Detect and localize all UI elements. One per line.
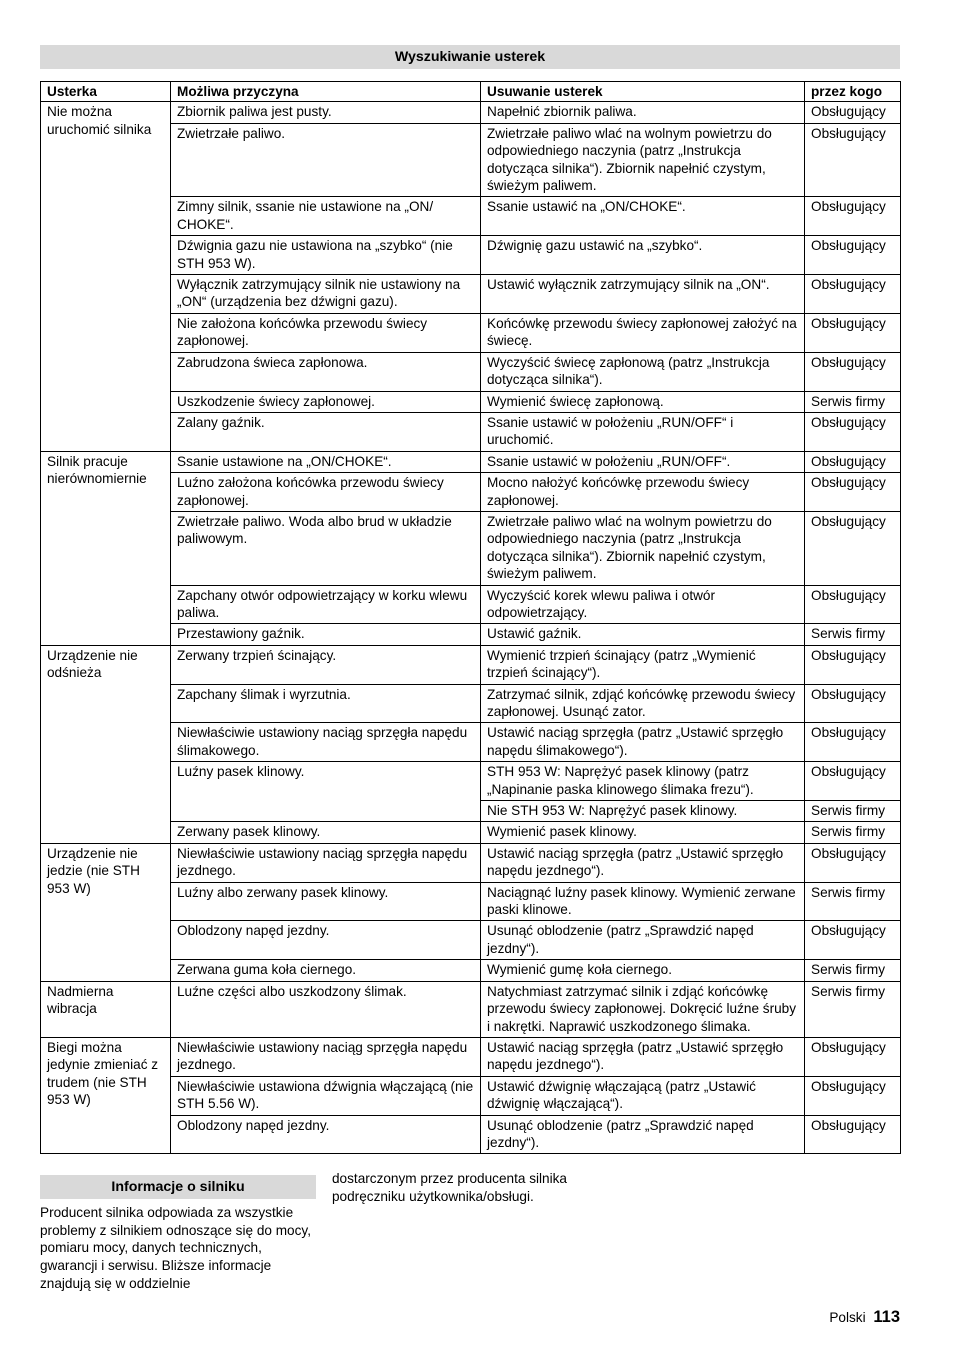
remedy-cell: Ustawić naciąg sprzęgła (patrz „Ustawić sprzęgło napędu jezdnego“).: [481, 1037, 805, 1076]
cause-cell: Zapchany otwór odpowietrzający w korku wlewu paliwa.: [171, 585, 481, 624]
cause-cell: Zerwany trzpień ścinający.: [171, 645, 481, 684]
remedy-cell: Ssanie ustawić w położeniu „RUN/OFF“.: [481, 451, 805, 472]
cause-cell: Luźno założona końcówka przewodu świecy zapłonowej.: [171, 473, 481, 512]
remedy-cell: Nie STH 953 W: Naprężyć pasek klinowy.: [481, 801, 805, 822]
table-row: [41, 843, 901, 882]
cause-cell: Zwietrzałe paliwo. Woda albo brud w układzie paliwowym.: [171, 511, 481, 585]
remedy-cell: Natychmiast zatrzymać silnik i zdjąć końcówkę przewodu świecy zapłonowej. Dokręcić luźne śruby i nakrętki. Naprawić uszkodzonego ślimaka.: [481, 981, 805, 1037]
cause-cell: Zalany gaźnik.: [171, 412, 481, 451]
remedy-cell: Wymienić pasek klinowy.: [481, 822, 805, 843]
troubleshooting-table: [40, 81, 901, 1154]
responsible-cell: Obsługujący: [805, 236, 901, 275]
remedy-cell: Wymienić gumę koła ciernego.: [481, 960, 805, 981]
cause-cell: Zerwana guma koła ciernego.: [171, 960, 481, 981]
responsible-cell: Serwis firmy: [805, 882, 901, 921]
remedy-cell: Zatrzymać silnik, zdjąć końcówkę przewodu świecy zapłonowej. Usunąć zator.: [481, 684, 805, 723]
remedy-cell: Wymienić świecę zapłonową.: [481, 391, 805, 412]
responsible-cell: Obsługujący: [805, 473, 901, 512]
cause-cell: Zimny silnik, ssanie nie ustawione na „ON/ CHOKE“.: [171, 197, 481, 236]
table-header-row: [41, 82, 901, 102]
footer-language: Polski: [829, 1310, 866, 1325]
page-footer: [829, 1306, 900, 1329]
cause-cell: Uszkodzenie świecy zapłonowej.: [171, 391, 481, 412]
responsible-cell: Obsługujący: [805, 585, 901, 624]
engine-info-paragraph-left: Producent silnika odpowiada za wszystkie problemy z silnikiem odnoszące się do mocy, pomiaru mocy, danych technicznych, gwarancji i serwisu. Bliższe informacje znajdują się w oddzielnie: [40, 1205, 311, 1291]
fault-cell: Silnik pracuje nierównomiernie: [41, 451, 171, 645]
responsible-cell: Obsługujący: [805, 1115, 901, 1154]
cause-cell: Zabrudzona świeca zapłonowa.: [171, 352, 481, 391]
responsible-cell: Obsługujący: [805, 313, 901, 352]
page-number: 113: [873, 1308, 900, 1326]
column-header-responsible: przez kogo: [805, 82, 901, 102]
remedy-cell: Zwietrzałe paliwo wlać na wolnym powietrzu do odpowiedniego naczynia (patrz „Instrukcja dotycząca silnika“). Zbiornik napełnić czystym, świeżym paliwem.: [481, 123, 805, 197]
remedy-cell: Ssanie ustawić na „ON/CHOKE“.: [481, 197, 805, 236]
remedy-cell: Napełnić zbiornik paliwa.: [481, 102, 805, 123]
cause-cell: Ssanie ustawione na „ON/CHOKE“.: [171, 451, 481, 472]
cause-cell: Wyłącznik zatrzymujący silnik nie ustawiony na „ON“ (urządzenia bez dźwigni gazu).: [171, 275, 481, 314]
column-header-cause: Możliwa przyczyna: [171, 82, 481, 102]
cause-cell: Luźny pasek klinowy.: [171, 762, 481, 822]
table-row: [41, 1037, 901, 1076]
fault-cell: Urządzenie nie jedzie (nie STH 953 W): [41, 843, 171, 981]
remedy-cell: Wyczyścić korek wlewu paliwa i otwór odpowietrzający.: [481, 585, 805, 624]
remedy-cell: Ustawić wyłącznik zatrzymujący silnik na „ON“.: [481, 275, 805, 314]
column-header-fault: Usterka: [41, 82, 171, 102]
table-body: [41, 102, 901, 1154]
remedy-cell: Mocno nałożyć końcówkę przewodu świecy zapłonowej.: [481, 473, 805, 512]
remedy-cell: Ustawić naciąg sprzęgła (patrz „Ustawić sprzęgło napędu jezdnego“).: [481, 843, 805, 882]
engine-info-paragraph-right: dostarczonym przez producenta silnika podręczniku użytkownika/obsługi.: [332, 1171, 567, 1204]
cause-cell: Oblodzony napęd jezdny.: [171, 1115, 481, 1154]
cause-cell: Luźne części albo uszkodzony ślimak.: [171, 981, 481, 1037]
responsible-cell: Serwis firmy: [805, 801, 901, 822]
responsible-cell: Serwis firmy: [805, 981, 901, 1037]
table-row: [41, 981, 901, 1037]
remedy-cell: Usunąć oblodzenie (patrz „Sprawdzić napęd jezdny“).: [481, 921, 805, 960]
cause-cell: Niewłaściwie ustawiony naciąg sprzęgła napędu jezdnego.: [171, 843, 481, 882]
remedy-cell: Wymienić trzpień ścinający (patrz „Wymienić trzpień ścinający“).: [481, 645, 805, 684]
remedy-cell: Dźwignię gazu ustawić na „szybko“.: [481, 236, 805, 275]
section-title: Wyszukiwanie usterek: [40, 45, 900, 69]
responsible-cell: Obsługujący: [805, 645, 901, 684]
cause-cell: Luźny albo zerwany pasek klinowy.: [171, 882, 481, 921]
cause-cell: Zapchany ślimak i wyrzutnia.: [171, 684, 481, 723]
responsible-cell: Obsługujący: [805, 921, 901, 960]
remedy-cell: STH 953 W: Naprężyć pasek klinowy (patrz „Napinanie paska klinowego ślimaka frezu“).: [481, 762, 805, 801]
cause-cell: Przestawiony gaźnik.: [171, 624, 481, 645]
responsible-cell: Serwis firmy: [805, 822, 901, 843]
fault-cell: Urządzenie nie odśnieża: [41, 645, 171, 843]
responsible-cell: Obsługujący: [805, 762, 901, 801]
cause-cell: Oblodzony napęd jezdny.: [171, 921, 481, 960]
remedy-cell: Ustawić dźwignię włączającą (patrz „Ustawić dźwignię włączającą“).: [481, 1076, 805, 1115]
remedy-cell: Naciągnąć luźny pasek klinowy. Wymienić zerwane paski klinowe.: [481, 882, 805, 921]
remedy-cell: Usunąć oblodzenie (patrz „Sprawdzić napęd jezdny“).: [481, 1115, 805, 1154]
table-row: [41, 645, 901, 684]
responsible-cell: Obsługujący: [805, 197, 901, 236]
cause-cell: Zerwany pasek klinowy.: [171, 822, 481, 843]
responsible-cell: Obsługujący: [805, 102, 901, 123]
remedy-cell: Zwietrzałe paliwo wlać na wolnym powietrzu do odpowiedniego naczynia (patrz „Instrukcja dotycząca silnika“). Zbiornik napełnić czystym, świeżym paliwem.: [481, 511, 805, 585]
cause-cell: Zbiornik paliwa jest pusty.: [171, 102, 481, 123]
remedy-cell: Końcówkę przewodu świecy zapłonowej założyć na świecę.: [481, 313, 805, 352]
responsible-cell: Obsługujący: [805, 412, 901, 451]
remedy-cell: Wyczyścić świecę zapłonową (patrz „Instrukcja dotycząca silnika“).: [481, 352, 805, 391]
fault-cell: Biegi można jedynie zmieniać z trudem (nie STH 953 W): [41, 1037, 171, 1153]
remedy-cell: Ssanie ustawić w położeniu „RUN/OFF“ i uruchomić.: [481, 412, 805, 451]
table-row: [41, 102, 901, 123]
responsible-cell: Obsługujący: [805, 1076, 901, 1115]
responsible-cell: Obsługujący: [805, 1037, 901, 1076]
responsible-cell: Obsługujący: [805, 511, 901, 585]
cause-cell: Niewłaściwie ustawiona dźwignia włączającą (nie STH 5.56 W).: [171, 1076, 481, 1115]
responsible-cell: Obsługujący: [805, 723, 901, 762]
table-row: [41, 451, 901, 472]
cause-cell: Zwietrzałe paliwo.: [171, 123, 481, 197]
fault-cell: Nadmierna wibracja: [41, 981, 171, 1037]
responsible-cell: Serwis firmy: [805, 624, 901, 645]
responsible-cell: Obsługujący: [805, 275, 901, 314]
cause-cell: Nie założona końcówka przewodu świecy zapłonowej.: [171, 313, 481, 352]
responsible-cell: Obsługujący: [805, 352, 901, 391]
cause-cell: Niewłaściwie ustawiony naciąg sprzęgła napędu jezdnego.: [171, 1037, 481, 1076]
engine-info-title: Informacje o silniku: [40, 1175, 316, 1199]
fault-cell: Nie można uruchomić silnika: [41, 102, 171, 451]
responsible-cell: Serwis firmy: [805, 960, 901, 981]
remedy-cell: Ustawić gaźnik.: [481, 624, 805, 645]
responsible-cell: Obsługujący: [805, 843, 901, 882]
responsible-cell: Obsługujący: [805, 684, 901, 723]
cause-cell: Dźwignia gazu nie ustawiona na „szybko“ (nie STH 953 W).: [171, 236, 481, 275]
remedy-cell: Ustawić naciąg sprzęgła (patrz „Ustawić sprzęgło napędu ślimakowego“).: [481, 723, 805, 762]
responsible-cell: Obsługujący: [805, 123, 901, 197]
column-header-remedy: Usuwanie usterek: [481, 82, 805, 102]
responsible-cell: Serwis firmy: [805, 391, 901, 412]
cause-cell: Niewłaściwie ustawiony naciąg sprzęgła napędu ślimakowego.: [171, 723, 481, 762]
responsible-cell: Obsługujący: [805, 451, 901, 472]
